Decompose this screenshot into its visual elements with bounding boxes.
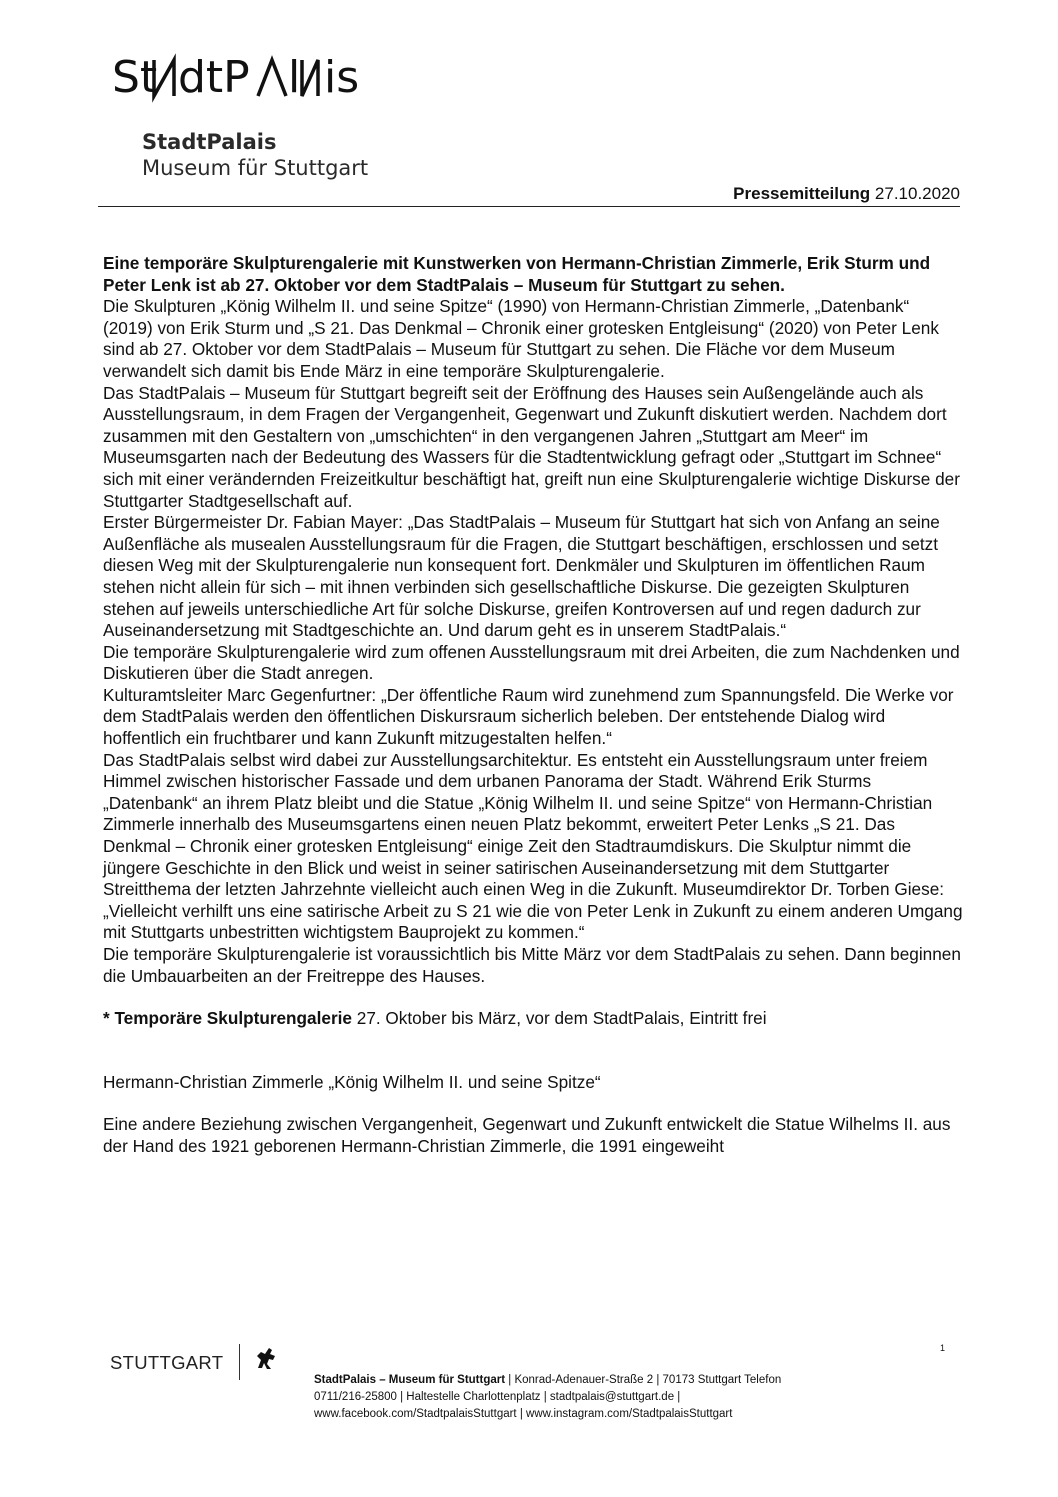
svg-text:is: is — [324, 52, 360, 103]
logo-line-1: StadtPalais — [142, 130, 277, 154]
paragraph: Kulturamtsleiter Marc Gegenfurtner: „Der öffentliche Raum wird zunehmend zum Spannungsfeld. Die Werke vor dem StadtPalais werden den öffentlichen Diskursraum sicherlich beleben. Der entstehende Dialog wird hoffentlich ein fruchtbarer und kann Zukunft mitzugestalten helfen.“ — [103, 684, 954, 749]
event-info — [103, 1008, 963, 1030]
paragraph: Die temporäre Skulpturengalerie ist voraussichtlich bis Mitte März vor dem StadtPalais zu sehen. Dann beginnen die Umbauarbeiten an der Freitreppe des Hauses. — [103, 944, 961, 986]
press-date: 27.10.2020 — [874, 184, 960, 203]
press-release-heading — [733, 184, 960, 204]
press-label: Pressemitteilung — [733, 184, 871, 203]
header-divider — [98, 206, 960, 207]
footer-contact — [314, 1372, 914, 1423]
paragraph: Das StadtPalais – Museum für Stuttgart begreift seit der Eröffnung des Hauses sein Außengelände auch als Ausstellungsraum, in dem Fragen der Vergangenheit, Gegenwart und Zukunft diskutiert werden. Nachdem dort zusammen mit den Gestaltern von „umschichten“ in den vergangenen Jahren „Stuttgart am Meer“ im Museumsgarten nach der Bedeutung des Wassers für die Stadtentwicklung gefragt oder „Stuttgart im Schnee“ sich mit einer verändernden Freizeitkultur beschäftigt hat, greift nun eine Skulpturengalerie wichtige Diskurse der Stuttgarter Stadtgesellschaft auf. — [103, 382, 960, 511]
paragraph: Erster Bürgermeister Dr. Fabian Mayer: „Das StadtPalais – Museum für Stuttgart hat sich von Anfang an seine Außenfläche als musealen Ausstellungsraum für die Fragen, die Stuttgart beschäftigen, erschlossen und setzt diesen Weg mit der Skulpturengalerie nun konsequent fort. Denkmäler und Skulpturen im öffentlichen Raum stehen nicht allein für sich – mit ihnen verbinden sich gesellschaftliche Diskurse. Die gezeigten Skulpturen stehen auf jeweils unterschiedliche Art für solche Diskurse, greifen Kontroversen auf und regen dadurch zur Auseinandersetzung mit Stadtgeschichte an. Und darum geht es in unserem StadtPalais.“ — [103, 512, 940, 641]
footer-phone-email: 0711/216-25800 | Haltestelle Charlottenplatz | stadtpalais@stuttgart.de | — [314, 1391, 681, 1403]
headline: Eine temporäre Skulpturengalerie mit Kunstwerken von Hermann-Christian Zimmerle, Erik Sturm und Peter Lenk ist ab 27. Oktober vor dem StadtPalais – Museum für Stuttgart zu sehen. — [103, 253, 931, 295]
svg-text:St: St — [112, 52, 158, 103]
document-body — [103, 253, 963, 1158]
paragraph: Das StadtPalais selbst wird dabei zur Ausstellungsarchitektur. Es entsteht ein Ausstellungsraum unter freiem Himmel zwischen historischer Fassade und dem urbanen Panorama der Stadt. Während Erik Sturms „Datenbank“ an ihrem Platz bleibt und die Statue „König Wilhelm II. und seine Spitze“ von Hermann-Christian Zimmerle innerhalb des Museumsgartens einen neuen Platz bekommt, erweitert Peter Lenks „S 21. Das Denkmal – Chronik einer grotesken Entgleisung“ einige Zeit den Stadtraumdiskurs. Die Skulptur nimmt die jüngere Geschichte in den Blick und weist in seiner satirischen Auseinandersetzung mit dem Stuttgarter Streitthema der letzten Jahrzehnte vielleicht auch einen Weg in die Zukunft. Museumdirektor Dr. Torben Giese: „Vielleicht verhilft uns eine satirische Arbeit zu S 21 wie die von Peter Lenk in Zukunft zu einem anderen Umgang mit Stuttgarts unbestritten wichtigstem Bauprojekt zu kommen.“ — [103, 749, 963, 943]
footer-social-links: www.facebook.com/StadtpalaisStuttgart | www.instagram.com/StadtpalaisStuttgart — [314, 1408, 733, 1420]
footer-separator — [239, 1344, 240, 1380]
page-number: 1 — [940, 1343, 946, 1353]
stadtpalais-logo — [112, 52, 362, 116]
svg-text:l: l — [288, 52, 301, 103]
paragraph: Die temporäre Skulpturengalerie wird zum offenen Ausstellungsraum mit drei Arbeiten, die zum Nachdenken und Diskutieren über die Stadt anregen. — [103, 641, 960, 684]
event-label: * Temporäre Skulpturengalerie — [103, 1008, 352, 1029]
stuttgart-logo: STUTTGART — [110, 1352, 224, 1373]
logo-line-2: Museum für Stuttgart — [142, 156, 369, 180]
event-details: 27. Oktober bis März, vor dem StadtPalais, Eintritt frei — [351, 1008, 767, 1029]
svg-text:dtP: dtP — [178, 52, 250, 103]
footer-address: | Konrad-Adenauer-Straße 2 | 70173 Stuttgart Telefon — [505, 1374, 782, 1386]
footer-org-name: StadtPalais – Museum für Stuttgart — [314, 1374, 506, 1386]
horse-icon — [252, 1344, 280, 1377]
paragraph: Die Skulpturen „König Wilhelm II. und seine Spitze“ (1990) von Hermann-Christian Zimmerle, „Datenbank“ (2019) von Erik Sturm und „S 21. Das Denkmal – Chronik einer grotesken Entgleisung“ (2020) von Peter Lenk sind ab 27. Oktober vor dem StadtPalais – Museum für Stuttgart zu sehen. Die Fläche vor dem Museum verwandelt sich damit bis Ende März in eine temporäre Skulpturengalerie. — [103, 296, 939, 381]
subheading: Hermann-Christian Zimmerle „König Wilhelm II. und seine Spitze“ — [103, 1071, 601, 1092]
paragraph: Eine andere Beziehung zwischen Vergangenheit, Gegenwart und Zukunft entwickelt die Statue Wilhelms II. aus der Hand des 1921 geborenen Hermann-Christian Zimmerle, die 1991 eingeweiht — [103, 1114, 951, 1156]
